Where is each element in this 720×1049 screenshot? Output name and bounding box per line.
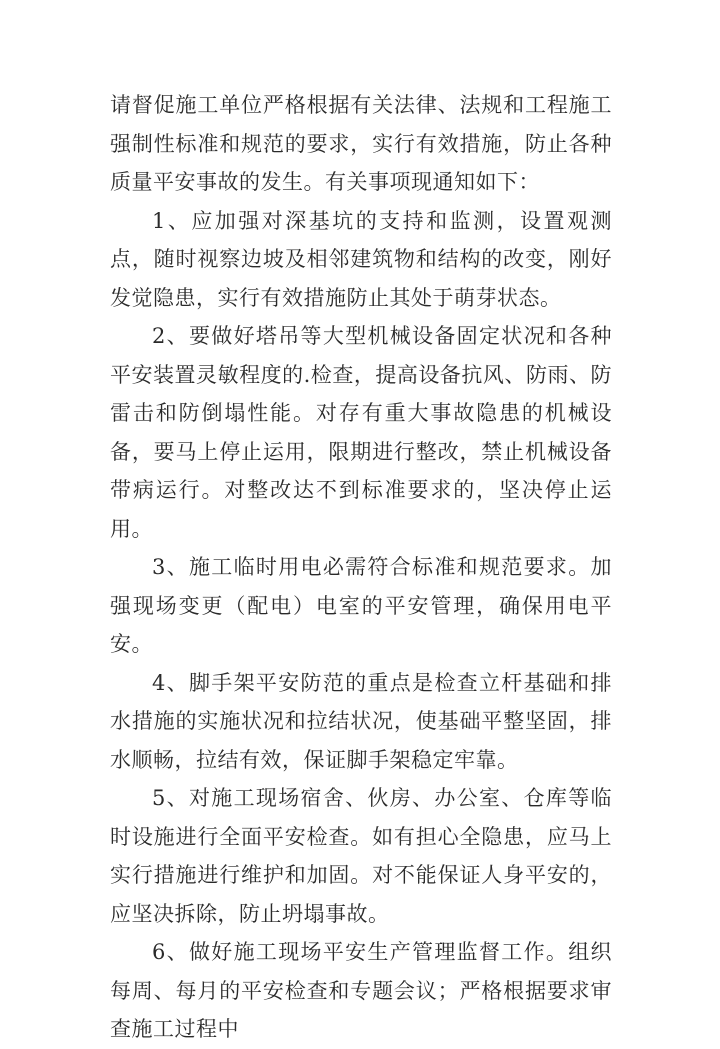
paragraph-item-2: 2、要做好塔吊等大型机械设备固定状况和各种平安装置灵敏程度的.检查，提高设备抗风、防雨、防雷击和防倒塌性能。对存有重大事故隐患的机械设备，要马上停止运用，限期进行整改，禁止机械设备带病运行。对整改达不到标准要求的，坚决停止运用。: [110, 324, 612, 541]
paragraph-item-4: 4、脚手架平安防范的重点是检查立杆基础和排水措施的实施状况和拉结状况，使基础平整坚固，排水顺畅，拉结有效，保证脚手架稳定牢靠。: [110, 670, 612, 772]
paragraph-item-3: 3、施工临时用电必需符合标准和规范要求。加强现场变更（配电）电室的平安管理，确保用电平安。: [110, 555, 612, 656]
paragraph-intro: 请督促施工单位严格根据有关法律、法规和工程施工强制性标准和规范的要求，实行有效措施，防止各种质量平安事故的发生。有关事项现通知如下：: [110, 93, 612, 194]
paragraph-item-6: 6、做好施工现场平安生产管理监督工作。组织每周、每月的平安检查和专题会议；严格根据要求审查施工过程中: [110, 940, 612, 1041]
document-body: [110, 86, 612, 1049]
paragraph-item-5: 5、对施工现场宿舍、伙房、办公室、仓库等临时设施进行全面平安检查。如有担心全隐患，应马上实行措施进行维护和加固。对不能保证人身平安的，应坚决拆除，防止坍塌事故。: [110, 786, 612, 926]
paragraph-item-1: 1、应加强对深基坑的支持和监测，设置观测点，随时视察边坡及相邻建筑物和结构的改变，刚好发觉隐患，实行有效措施防止其处于萌芽状态。: [110, 208, 612, 310]
